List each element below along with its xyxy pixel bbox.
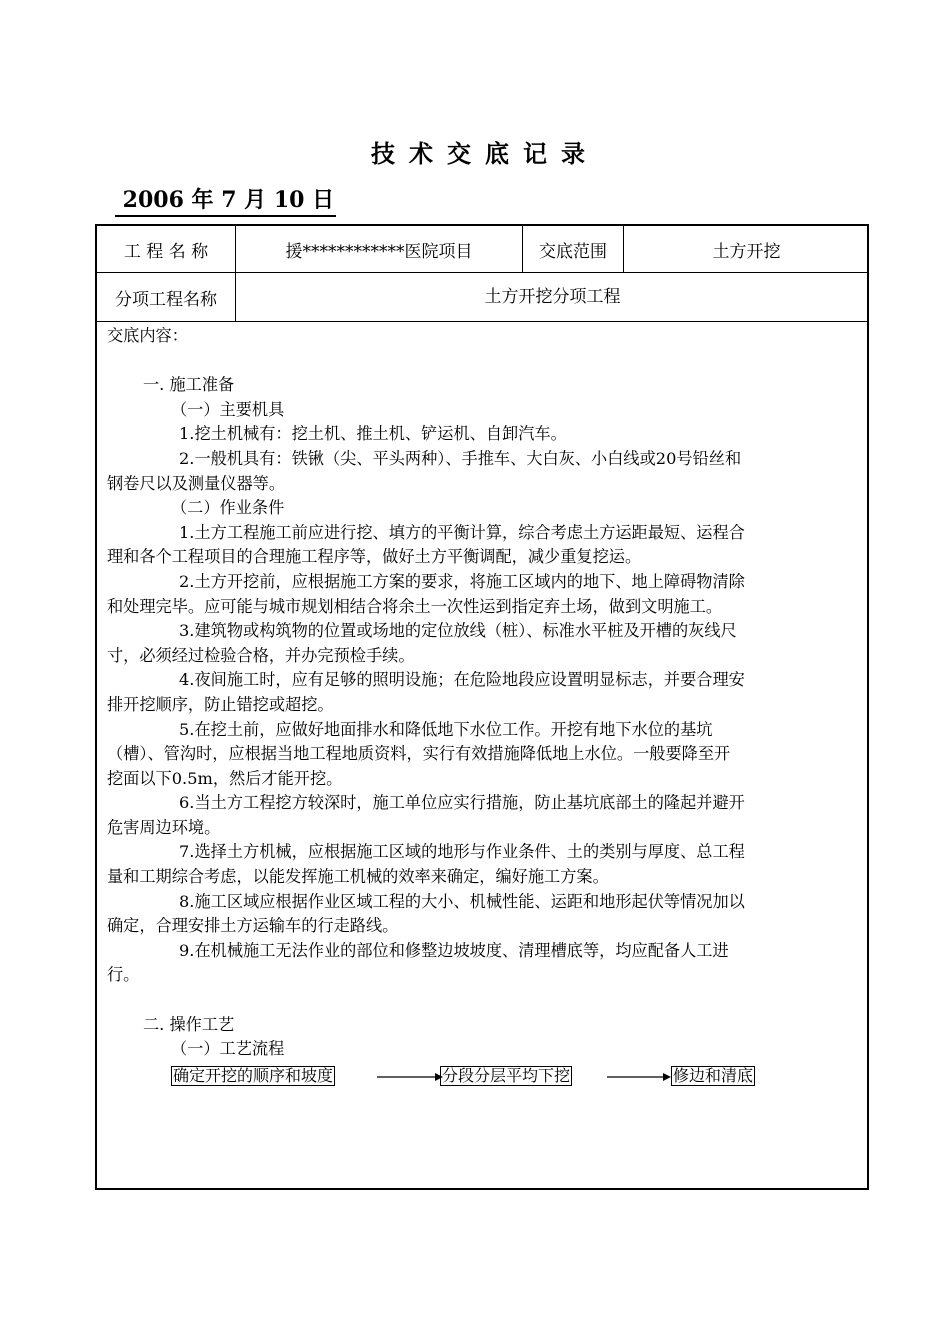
paragraph-line: 钢卷尺以及测量仪器等。 bbox=[107, 473, 286, 493]
flow-step: 修边和清底 bbox=[673, 1065, 754, 1085]
project-name-value: 援************医院项目 bbox=[285, 241, 473, 262]
document-title: 技术交底记录 bbox=[371, 139, 599, 168]
flow-step: 分段分层平均下挖 bbox=[442, 1065, 571, 1085]
paragraph-line: 量和工期综合考虑，以能发挥施工机械的效率来确定，编好施工方案。 bbox=[107, 867, 609, 887]
row-divider bbox=[97, 321, 869, 322]
paragraph-line: 2.一般机具有：铁锹（尖、平头两种）、手推车、大白灰、小白线或20号铅丝和 bbox=[179, 448, 742, 468]
paragraph-line: 9.在机械施工无法作业的部位和修整边坡坡度、清理槽底等，均应配备人工进 bbox=[179, 940, 729, 960]
paragraph-line: 和处理完毕。应可能与城市规划相结合将余土一次性运到指定弃土场，做到文明施工。 bbox=[107, 596, 723, 616]
subsection-heading: （一）工艺流程 bbox=[171, 1039, 285, 1059]
sub-project-label: 分项工程名称 bbox=[115, 289, 217, 310]
paragraph-line: 行。 bbox=[107, 965, 140, 985]
sub-project-value: 土方开挖分项工程 bbox=[484, 286, 621, 307]
flow-step: 确定开挖的顺序和坡度 bbox=[173, 1065, 334, 1085]
paragraph-line: 确定，合理安排土方运输车的行走路线。 bbox=[107, 916, 399, 936]
paragraph-line: 排开挖顺序，防止错挖或超挖。 bbox=[107, 694, 334, 714]
paragraph-line: 5.在挖土前，应做好地面排水和降低地下水位工作。开挖有地下水位的基坑 bbox=[179, 719, 713, 739]
paragraph-line: 寸，必须经过检验合格，并办完预检手续。 bbox=[107, 645, 415, 665]
paragraph-line: （槽）、管沟时，应根据当地工程地质资料，实行有效措施降低地上水位。一般要降至开 bbox=[107, 744, 731, 764]
section-heading: 二. 操作工艺 bbox=[143, 1014, 235, 1034]
paragraph-line: 4.夜间施工时，应有足够的照明设施；在危险地段应设置明显标志，并要合理安 bbox=[179, 670, 745, 690]
paragraph-line: 7.选择土方机械，应根据施工区域的地形与作业条件、土的类别与厚度、总工程 bbox=[179, 842, 745, 862]
project-name-label: 工 程 名 称 bbox=[123, 241, 209, 262]
paragraph-line: 理和各个工程项目的合理施工程序等，做好土方平衡调配，减少重复挖运。 bbox=[107, 547, 642, 567]
scope-value: 土方开挖 bbox=[712, 241, 781, 262]
record-table bbox=[95, 224, 869, 1190]
paragraph-line: 1.土方工程施工前应进行挖、填方的平衡计算，综合考虑土方运距最短、运程合 bbox=[179, 522, 745, 542]
arrow-right-icon bbox=[607, 1072, 671, 1082]
subsection-heading: （二）作业条件 bbox=[171, 498, 285, 518]
subsection-heading: （一）主要机具 bbox=[171, 399, 285, 419]
arrow-right-icon bbox=[377, 1072, 443, 1082]
section-heading: 一. 施工准备 bbox=[143, 375, 235, 395]
content-intro: 交底内容： bbox=[107, 326, 188, 345]
scope-label: 交底范围 bbox=[539, 241, 607, 262]
paragraph-line: 2.土方开挖前，应根据施工方案的要求，将施工区域内的地下、地上障碍物清除 bbox=[179, 571, 745, 591]
briefing-content bbox=[107, 324, 859, 1092]
paragraph-line: 危害周边环境。 bbox=[107, 817, 221, 837]
process-flow bbox=[107, 1062, 859, 1092]
paragraph-line: 3.建筑物或构筑物的位置或场地的定位放线（桩）、标准水平桩及开槽的灰线尺 bbox=[179, 621, 737, 641]
paragraph-line: 1.挖土机械有：挖土机、推土机、铲运机、自卸汽车。 bbox=[179, 424, 567, 444]
paragraph-line: 挖面以下0.5m，然后才能开挖。 bbox=[107, 768, 343, 788]
paragraph-line: 6.当土方工程挖方较深时，施工单位应实行措施，防止基坑底部土的隆起并避开 bbox=[179, 793, 745, 813]
document-date: 2006 年 7 月 10 日 bbox=[115, 183, 336, 217]
paragraph-line: 8.施工区域应根据作业区域工程的大小、机械性能、运距和地形起伏等情况加以 bbox=[179, 891, 745, 911]
